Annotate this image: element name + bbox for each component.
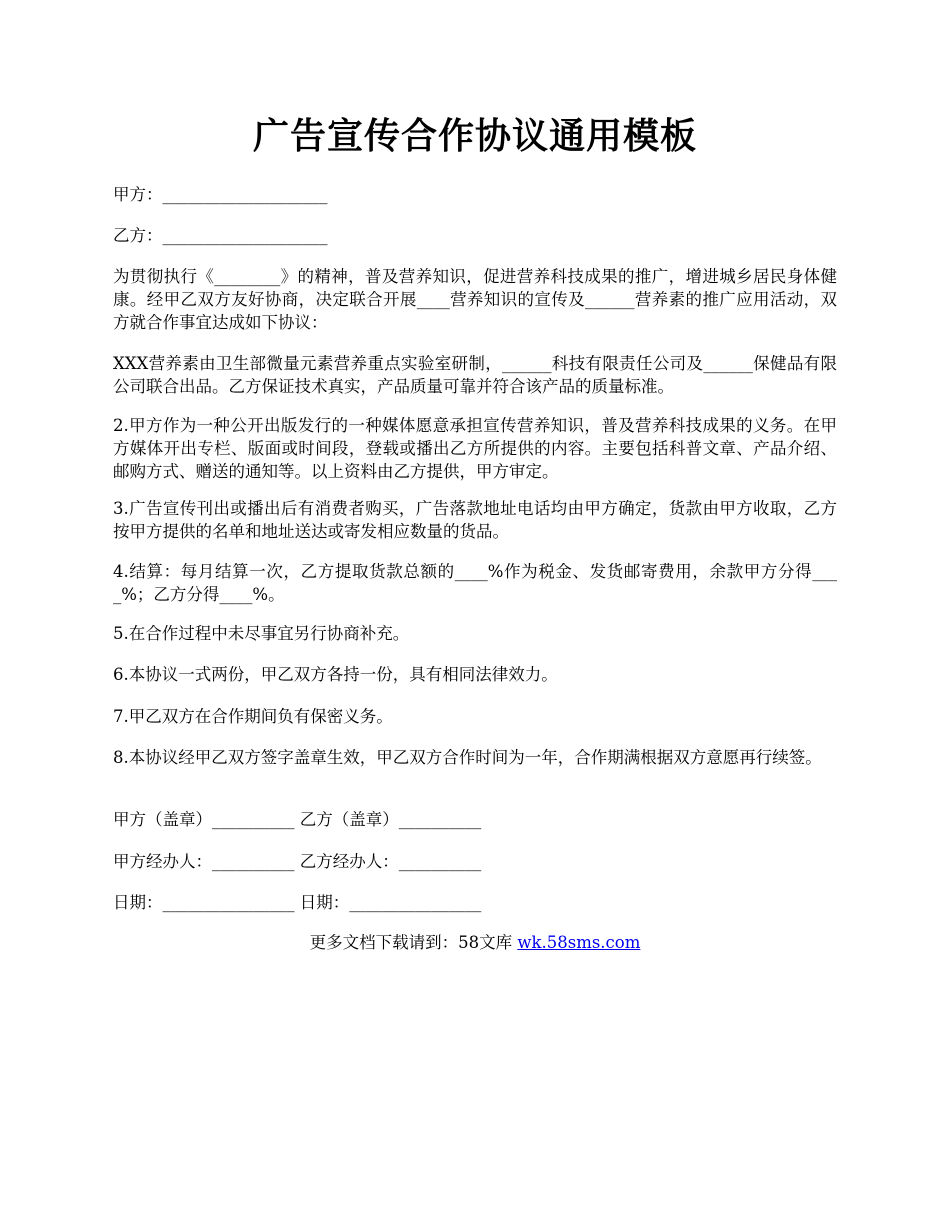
preamble-paragraph: 为贯彻执行《________》的精神，普及营养知识，促进营养科技成果的推广，增进城乡居民身体健康。经甲乙双方友好协商，决定联合开展____营养知识的宣传及______营养素的推广应用活动，双方就合作事宜达成如下协议：	[113, 267, 837, 332]
handler-signature-line: 甲方经办人：__________ 乙方经办人：__________	[113, 852, 482, 871]
clause-1-paragraph: XXX营养素由卫生部微量元素营养重点实验室研制，______科技有限责任公司及______保健品有限公司联合出品。乙方保证技术真实，产品质量可靠并符合该产品的质量标准。	[113, 354, 837, 396]
document-title: 广告宣传合作协议通用模板	[252, 115, 697, 157]
party-a-line: 甲方：____________________	[113, 185, 328, 204]
clause-2-paragraph: 2.甲方作为一种公开出版发行的一种媒体愿意承担宣传营养知识，普及营养科技成果的义务。在甲方媒体开出专栏、版面或时间段，登载或播出乙方所提供的内容。主要包括科普文章、产品介绍、邮购方式、赠送的通知等。以上资料由乙方提供，甲方审定。	[113, 416, 837, 481]
clause-4-paragraph: 4.结算：每月结算一次，乙方提取货款总额的____%作为税金、发货邮寄费用，余款甲方分得____%；乙方分得____%。	[113, 562, 837, 604]
clause-8-paragraph: 8.本协议经甲乙双方签字盖章生效，甲乙双方合作时间为一年，合作期满根据双方意愿再行续签。	[113, 748, 822, 767]
clause-3-paragraph: 3.广告宣传刊出或播出后有消费者购买，广告落款地址电话均由甲方确定，货款由甲方收取，乙方按甲方提供的名单和地址送达或寄发相应数量的货品。	[113, 499, 837, 541]
clause-6-paragraph: 6.本协议一式两份，甲乙双方各持一份，具有相同法律效力。	[113, 665, 558, 684]
clause-5-paragraph: 5.在合作过程中未尽事宜另行协商补充。	[113, 624, 410, 643]
footer-link[interactable]: wk.58sms.com	[517, 933, 641, 952]
seal-signature-line: 甲方（盖章）__________ 乙方（盖章）__________	[113, 810, 482, 829]
footer-text: 更多文档下载请到：58文库	[309, 933, 518, 952]
clause-7-paragraph: 7.甲乙双方在合作期间负有保密义务。	[113, 707, 393, 726]
footer-note	[113, 932, 837, 954]
party-b-line: 乙方：____________________	[113, 226, 328, 245]
date-line: 日期：________________ 日期：________________	[113, 893, 482, 912]
